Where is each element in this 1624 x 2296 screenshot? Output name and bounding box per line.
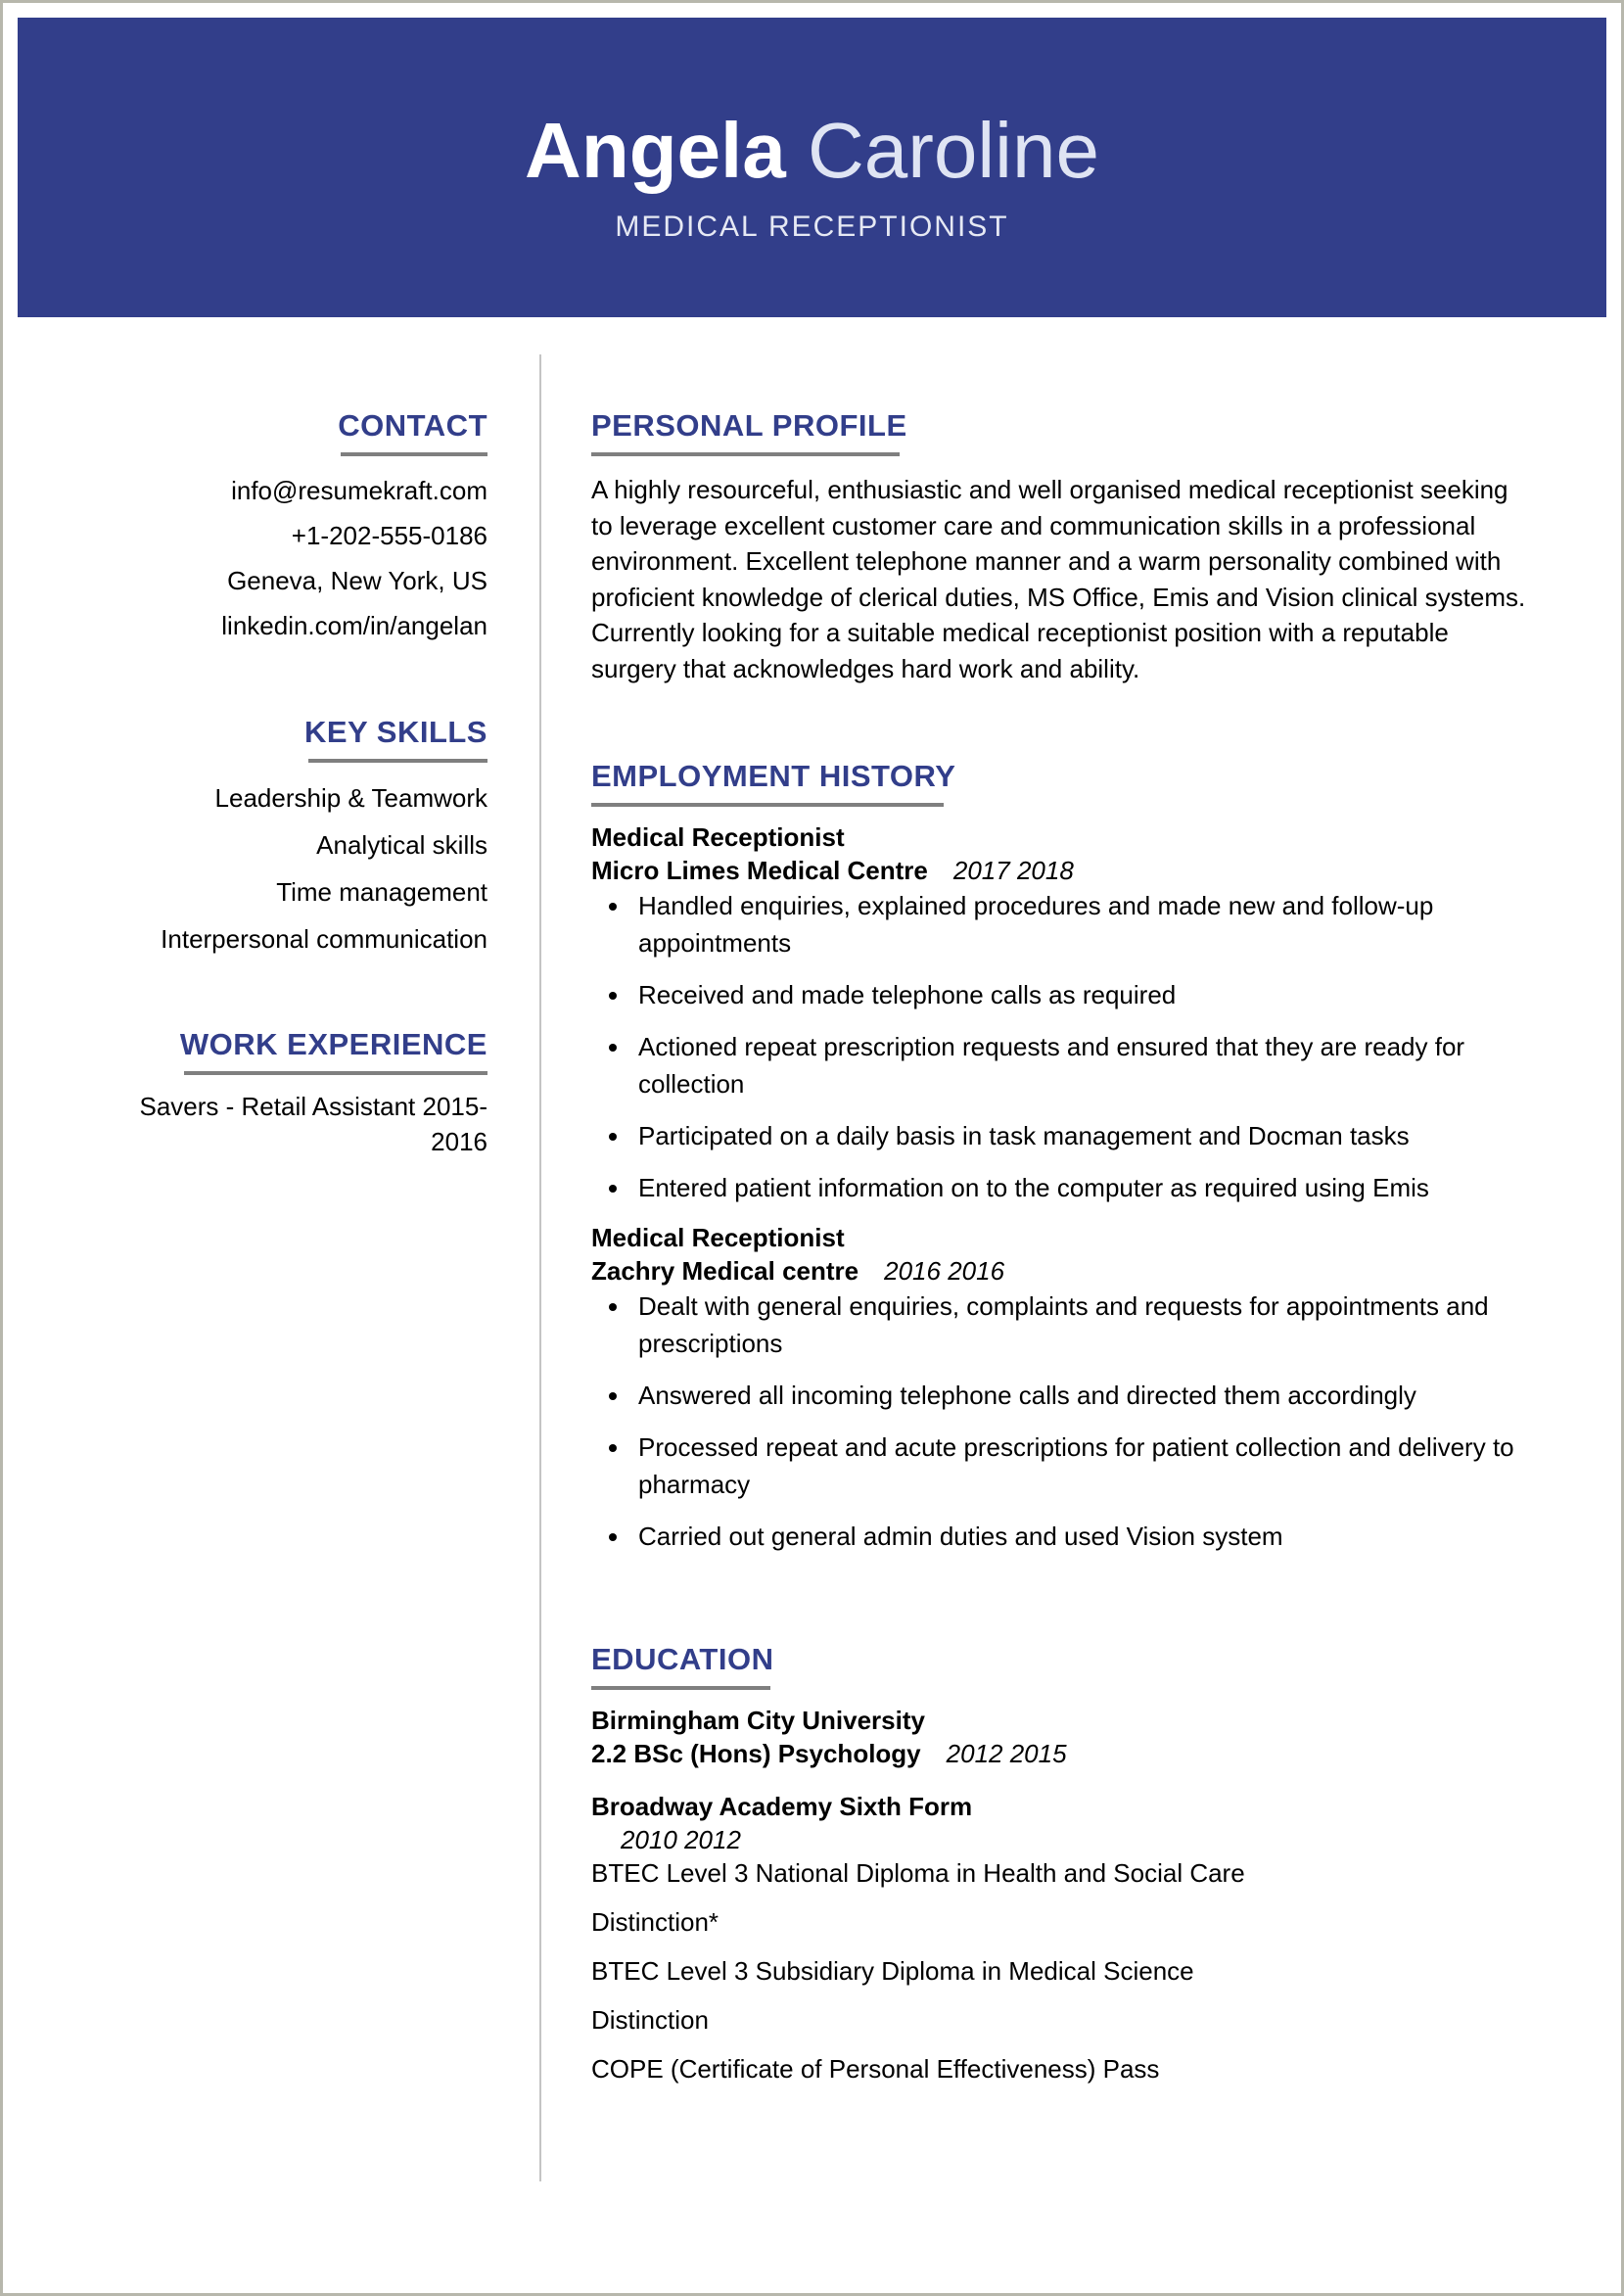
education-degree: 2.2 BSc (Hons) Psychology <box>591 1739 921 1768</box>
list-item: Carried out general admin duties and used Vision system <box>591 1518 1531 1555</box>
employment-history-heading: EMPLOYMENT HISTORY <box>591 759 956 793</box>
education-entry <box>591 1790 1531 2085</box>
job-duties-list <box>591 1288 1531 1555</box>
key-skills-heading: KEY SKILLS <box>303 715 487 749</box>
job-company-line <box>591 1254 1531 1288</box>
job-entry <box>591 1221 1531 1555</box>
education-entry <box>591 1704 1531 1770</box>
work-experience-heading-underline <box>184 1071 487 1075</box>
employment-history-section <box>591 758 1531 1570</box>
work-experience-text: Savers - Retail Assistant 2015-2016 <box>139 1092 487 1156</box>
education-detail: COPE (Certificate of Personal Effectiveness) Pass <box>591 2054 1160 2084</box>
personal-profile-heading: PERSONAL PROFILE <box>591 408 907 443</box>
job-entry <box>591 820 1531 1206</box>
left-column <box>81 3 487 2296</box>
contact-heading: CONTACT <box>338 408 487 443</box>
contact-location: Geneva, New York, US <box>227 566 487 595</box>
job-role: Medical Receptionist <box>591 1223 845 1252</box>
education-school: Birmingham City University <box>591 1706 925 1735</box>
education-detail: BTEC Level 3 National Diploma in Health and Social Care <box>591 1858 1245 1888</box>
education-dates: 2012 2015 <box>946 1739 1067 1768</box>
list-item: Handled enquiries, explained procedures and made new and follow-up appointments <box>591 887 1531 961</box>
key-skills-section <box>81 714 487 962</box>
job-dates: 2017 2018 <box>952 856 1074 885</box>
skill-item: Time management <box>276 877 487 907</box>
personal-profile-text: A highly resourceful, enthusiastic and well organised medical receptionist seeking to leverage excellent customer care and communication skills in a professional environment. Excellent telephone manner and a warm personality combined with proficient knowledge of clerical duties, MS Office, Emis and Vision clinical systems. Currently looking for a suitable medical receptionist position with a reputable surgery that acknowledges hard work and ability. <box>591 475 1526 683</box>
job-duties-list <box>591 887 1531 1206</box>
list-item: Dealt with general enquiries, complaints and requests for appointments and prescriptions <box>591 1288 1531 1362</box>
contact-section <box>81 407 487 648</box>
right-column <box>591 3 1531 2296</box>
contact-email: info@resumekraft.com <box>231 476 487 505</box>
education-degree-line <box>591 1737 1531 1770</box>
education-detail: Distinction* <box>591 1907 719 1937</box>
education-heading: EDUCATION <box>591 1642 774 1676</box>
education-dates: 2010 2012 <box>621 1825 741 1854</box>
list-item: Participated on a daily basis in task management and Docman tasks <box>591 1117 1531 1154</box>
skill-item: Interpersonal communication <box>161 924 487 954</box>
contact-linkedin: linkedin.com/in/angelan <box>221 611 487 640</box>
job-company: Micro Limes Medical Centre <box>591 856 928 885</box>
column-divider <box>539 354 541 2181</box>
education-detail: BTEC Level 3 Subsidiary Diploma in Medical Science <box>591 1956 1194 1986</box>
education-school: Broadway Academy Sixth Form <box>591 1792 973 1821</box>
personal-profile-section <box>591 407 1531 686</box>
list-item: Processed repeat and acute prescriptions for patient collection and delivery to pharmacy <box>591 1429 1531 1503</box>
work-experience-heading: WORK EXPERIENCE <box>179 1027 487 1061</box>
last-name: Caroline <box>808 107 1099 194</box>
skill-item: Leadership & Teamwork <box>214 783 487 813</box>
job-company: Zachry Medical centre <box>591 1256 859 1286</box>
skill-item: Analytical skills <box>316 830 487 860</box>
education-detail: Distinction <box>591 2005 709 2035</box>
contact-phone: +1-202-555-0186 <box>291 521 487 550</box>
job-company-line <box>591 854 1531 887</box>
list-item: Received and made telephone calls as required <box>591 976 1531 1013</box>
list-item: Entered patient information on to the computer as required using Emis <box>591 1169 1531 1206</box>
education-heading-underline <box>591 1686 770 1690</box>
first-name: Angela <box>525 107 786 194</box>
key-skills-heading-underline <box>308 759 487 763</box>
list-item: Actioned repeat prescription requests and ensured that they are ready for collection <box>591 1028 1531 1102</box>
list-item: Answered all incoming telephone calls and directed them accordingly <box>591 1377 1531 1414</box>
personal-profile-heading-underline <box>591 452 900 456</box>
contact-heading-underline <box>341 452 487 456</box>
job-title: MEDICAL RECEPTIONIST <box>615 211 1009 243</box>
education-section <box>591 1641 1531 2085</box>
employment-history-heading-underline <box>591 803 944 807</box>
work-experience-section <box>81 1026 487 1159</box>
job-role: Medical Receptionist <box>591 822 845 852</box>
job-dates: 2016 2016 <box>884 1256 1005 1286</box>
